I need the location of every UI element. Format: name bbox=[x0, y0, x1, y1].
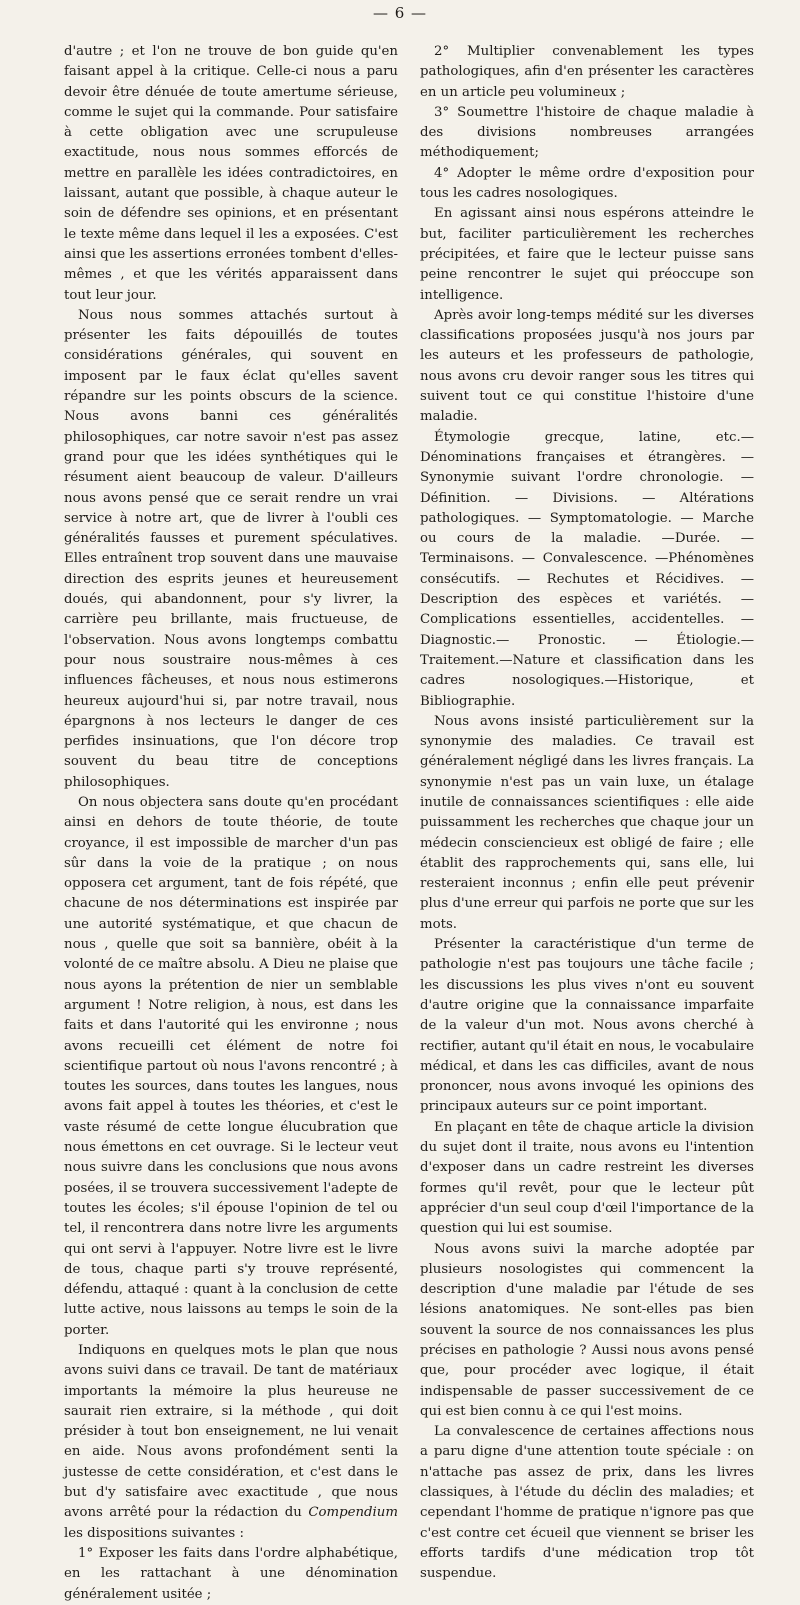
italic-title: Compendium bbox=[308, 1505, 398, 1521]
left-column bbox=[64, 42, 398, 1605]
paragraph: Nous avons insisté particulièrement sur la synonymie des maladies. Ce travail est généralement négligé dans les livres français. La synonymie n'est pas un vain luxe, un étalage inutile de connaissances scientifiques : elle aide puissamment les recherches que chaque jour un médecin consciencieux est obligé de faire ; elle établit des rapprochements qui, sans elle, lui resteraient inconnus ; enfin elle peut prévenir plus d'une erreur qui parfois ne porte que sur les mots. bbox=[420, 713, 754, 932]
paragraph: 2° Multiplier convenablement les types pathologiques, afin d'en présenter les caractères en un article peu volumineux ; bbox=[420, 44, 754, 100]
paragraph bbox=[64, 1341, 398, 1544]
paragraph-text: les dispositions suivantes : bbox=[64, 1525, 244, 1541]
paragraph: En plaçant en tête de chaque article la division du sujet dont il traite, nous avons eu l'intention d'exposer dans un cadre restreint les diverses formes qu'il revêt, pour que le lecteur pût apprécier d'un seul coup d'œil l'importance de la question qui lui est soumise. bbox=[420, 1119, 754, 1237]
paragraph: d'autre ; et l'on ne trouve de bon guide qu'en faisant appel à la critique. Celle-ci nous a paru devoir être dénuée de toute amertume sérieuse, comme le sujet qui la commande. Pour satisfaire à cette obligation avec une scrupuleuse exactitude, nous nous sommes efforcés de mettre en parallèle les idées contradictoires, en laissant, autant que possible, à chaque auteur le soin de défendre ses opinions, et en présentant le texte même dans lequel il les a exposées. C'est ainsi que les assertions erronées tombent d'elles-mêmes , et que les vérités apparaissent dans tout leur jour. bbox=[64, 44, 398, 303]
paragraph: Nous avons suivi la marche adoptée par plusieurs nosologistes qui commencent la description d'une maladie par l'étude de ses lésions anatomiques. Ne sont-elles pas bien souvent la source de nos connaissances les plus précises en pathologie ? Aussi nous avons pensé que, pour procéder avec logique, il était indispensable de passer successivement de ce qui est bien connu à ce qui l'est moins. bbox=[420, 1241, 754, 1419]
paragraph: Nous nous sommes attachés surtout à présenter les faits dépouillés de toutes considérations générales, qui souvent en imposent par le faux éclat qu'elles savent répandre sur les points obscurs de la science. Nous avons banni ces généralités philosophiques, car notre savoir n'est pas assez grand pour que les idées synthétiques qui le résument aient beaucoup de valeur. D'ailleurs nous avons pensé que ce serait rendre un vrai service à notre art, que de livrer à l'oubli ces généralités fausses et purement spéculatives. Elles entraînent trop souvent dans une mauvaise direction des esprits jeunes et heureusement doués, qui abandonnent, pour s'y livrer, la carrière peu brillante, mais fructueuse, de l'observation. Nous avons longtemps combattu pour nous soustraire nous-mêmes à ces influences fâcheuses, et nous nous estimerons heureux aujourd'hui si, par notre travail, nous épargnons à nos lecteurs le danger de ces perfides insinuations, que l'on décore trop souvent du beau titre de conceptions philosophiques. bbox=[64, 307, 398, 790]
paragraph: 3° Soumettre l'histoire de chaque maladie à des divisions nombreuses arrangées méthodiquement; bbox=[420, 104, 754, 161]
right-column bbox=[420, 42, 754, 1585]
page-number: — 6 — bbox=[372, 4, 428, 22]
paragraph: 4° Adopter le même ordre d'exposition pour tous les cadres nosologiques. bbox=[420, 165, 754, 202]
paragraph: Étymologie grecque, latine, etc.—Dénominations françaises et étrangères. — Synonymie suivant l'ordre chronologie. — Définition. — Divisions. — Altérations pathologiques. — Symptomatologie. — Marche ou cours de la maladie. —Durée. — Terminaisons. — Convalescence. —Phénomènes consécutifs. — Rechutes et Récidives. — Description des espèces et variétés. — Complications essentielles, accidentelles. — Diagnostic.— Pronostic. — Étiologie.—Traitement.—Nature et classification dans les cadres nosologiques.—Historique, et Bibliographie. bbox=[420, 429, 754, 709]
paragraph: En agissant ainsi nous espérons atteindre le but, faciliter particulièrement les recherches précipitées, et faire que le lecteur puisse sans peine rencontrer le sujet qui préoccupe son intelligence. bbox=[420, 206, 754, 303]
paragraph-text: Indiquons en quelques mots le plan que nous avons suivi dans ce travail. De tant de matériaux importants la mémoire la plus heureuse ne saurait rien extraire, si la méthode , qui doit présider à tout bon enseignement, ne lui venait en aide. Nous avons profondément senti la justesse de cette considération, et c'est dans le but d'y satisfaire avec exactitude , que nous avons arrêté pour la rédaction du bbox=[64, 1343, 398, 1521]
paragraph: Après avoir long-temps médité sur les diverses classifications proposées jusqu'à nos jours par les auteurs et les professeurs de pathologie, nous avons cru devoir ranger sous les titres qui suivent tout ce qui constitue l'histoire d'une maladie. bbox=[420, 307, 754, 425]
paragraph: La convalescence de certaines affections nous a paru digne d'une attention toute spéciale : on n'attache pas assez de prix, dans les livres classiques, à l'étude du déclin des maladies; et cependant l'homme de pratique n'ignore pas que c'est contre cet écueil que viennent se briser les efforts tardifs d'une médication trop tôt suspendue. bbox=[420, 1424, 754, 1582]
paragraph: Présenter la caractéristique d'un terme de pathologie n'est pas toujours une tâche facile ; les discussions les plus vives n'ont eu souvent d'autre origine que la connaissance imparfaite de la valeur d'un mot. Nous avons cherché à rectifier, autant qu'il était en nous, le vocabulaire médical, et dans les cas difficiles, avant de nous prononcer, nous avons invoqué les opinions des principaux auteurs sur ce point important. bbox=[420, 937, 754, 1115]
paragraph: 1° Exposer les faits dans l'ordre alphabétique, en les rattachant à une dénomination généralement usitée ; bbox=[64, 1545, 398, 1602]
paragraph: On nous objectera sans doute qu'en procédant ainsi en dehors de toute théorie, de toute croyance, il est impossible de marcher d'un pas sûr dans la voie de la pratique ; on nous opposera cet argument, tant de fois répété, que chacune de nos déterminations est inspirée par une autorité systématique, et que chacun de nous , quelle que soit sa bannière, obéit à la volonté de ce maître absolu. A Dieu ne plaise que nous ayons la prétention de nier un semblable argument ! Notre religion, à nous, est dans les faits et dans l'autorité qui les environne ; nous avons recueilli cet élément de notre foi scientifique partout où nous l'avons rencontré ; à toutes les sources, dans toutes les langues, nous avons fait appel à toutes les théories, et c'est le vaste résumé de cette longue élucubration que nous émettons en cet ouvrage. Si le lecteur veut nous suivre dans les conclusions que nous avons posées, il se trouvera successivement l'adepte de toutes les écoles; s'il épouse l'opinion de tel ou tel, il rencontrera dans notre livre les arguments qui ont servi à l'appuyer. Notre livre est le livre de tous, chaque parti s'y trouve représenté, défendu, attaqué : quant à la conclusion de cette lutte active, nous laissons au temps le soin de la porter. bbox=[64, 794, 398, 1338]
